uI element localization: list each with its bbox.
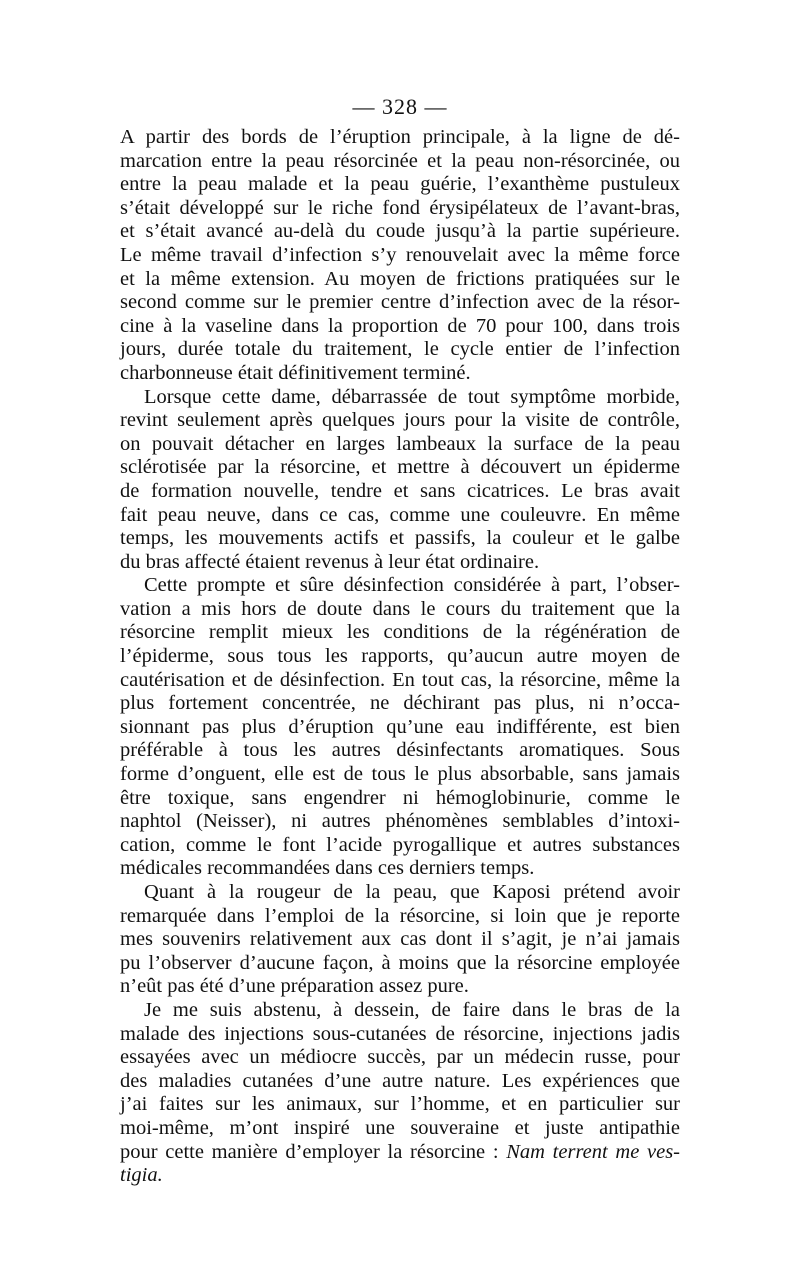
text-line: Quant à la rougeur de la peau, que Kaposi prétend avoir [144, 881, 680, 903]
text-line: cautérisation et de désinfection. En tout cas, la résorcine, même la [120, 668, 680, 691]
text-line: temps, les mouvements actifs et passifs, la couleur et le galbe [120, 527, 680, 550]
text-line: médicales recommandées dans ces derniers temps. [120, 857, 535, 880]
page-number: — 328 — [352, 94, 448, 119]
text-line: de formation nouvelle, tendre et sans cicatrices. Le bras avait [120, 479, 680, 502]
text-line: et s’était avancé au-delà du coude jusqu’à la partie supérieure. [120, 220, 680, 243]
text-line: j’ai faites sur les animaux, sur l’homme, et en particulier sur [120, 1093, 680, 1116]
text-line: du bras affecté étaient revenus à leur état ordinaire. [120, 550, 540, 573]
text-line: revint seulement après quelques jours pour la visite de contrôle, [120, 409, 680, 432]
text-line: Lorsque cette dame, débarrassée de tout symptôme morbide, [144, 385, 680, 408]
text-line: Je me suis abstenu, à dessein, de faire dans le bras de la [144, 998, 680, 1021]
text-line: vation a mis hors de doute dans le cours du traitement que la [120, 597, 680, 620]
text-line: second comme sur le premier centre d’infection avec de la résor- [120, 291, 680, 314]
text-line: être toxique, sans engendrer ni hémoglobinurie, comme le [120, 786, 680, 809]
text-line: sclérotisée par la résorcine, et mettre à découvert un épiderme [120, 456, 680, 479]
text-line: charbonneuse était définitivement terminé. [120, 361, 471, 384]
text-line: sionnant pas plus d’éruption qu’une eau indifférente, est bien [120, 715, 680, 738]
text-line: A partir des bords de l’éruption principale, à la ligne de dé- [120, 126, 680, 148]
text-line: des maladies cutanées d’une autre nature. Les expériences que [120, 1069, 680, 1092]
text-line: préférable à tous les autres désinfectants aromatiques. Sous [120, 739, 680, 762]
text-line: fait peau neuve, dans ce cas, comme une couleuvre. En même [120, 503, 680, 526]
text-line: Le même travail d’infection s’y renouvelait avec la même force [120, 243, 680, 266]
text-segment-roman: pour cette manière d’employer la résorcine : [120, 1140, 507, 1163]
text-line: mes souvenirs relativement aux cas dont il s’agit, je n’ai jamais [120, 928, 680, 951]
text-line: s’était développé sur le riche fond érysipélateux de l’avant-bras, [120, 196, 680, 219]
text-line: remarquée dans l’emploi de la résorcine, si loin que je reporte [120, 904, 680, 927]
text-line: n’eût pas été d’une préparation assez pure. [120, 975, 469, 998]
text-line: forme d’onguent, elle est de tous le plus absorbable, sans jamais [120, 763, 680, 786]
text-line: pu l’observer d’aucune façon, à moins que la résorcine employée [120, 951, 680, 974]
text-line: moi-même, m’ont inspiré une souveraine et juste antipathie [120, 1116, 680, 1139]
text-line: jours, durée totale du traitement, le cycle entier de l’infection [120, 338, 680, 361]
text-line: entre la peau malade et la peau guérie, l’exanthème pustuleux [120, 173, 680, 196]
text-line [120, 1141, 680, 1165]
text-line: marcation entre la peau résorcinée et la peau non-résorcinée, ou [120, 149, 680, 172]
text-line: et la même extension. Au moyen de frictions pratiquées sur le [120, 267, 680, 290]
text-line: tigia. [120, 1164, 163, 1187]
text-line: Cette prompte et sûre désinfection considérée à part, l’obser- [144, 574, 680, 597]
text-line: résorcine remplit mieux les conditions de la régénération de [120, 621, 680, 644]
text-line: cine à la vaseline dans la proportion de 70 pour 100, dans trois [120, 314, 680, 337]
latin-quote: Nam terrent me ves- [506, 1140, 680, 1163]
text-line: essayées avec un médiocre succès, par un médecin russe, pour [120, 1046, 680, 1069]
text-line: on pouvait détacher en larges lambeaux la surface de la peau [120, 432, 680, 455]
text-line: malade des injections sous-cutanées de résorcine, injections jadis [120, 1022, 680, 1045]
text-line: l’épiderme, sous tous les rapports, qu’aucun autre moyen de [120, 645, 680, 668]
text-line: cation, comme le font l’acide pyrogallique et autres substances [120, 833, 680, 856]
text-line: plus fortement concentrée, ne déchirant pas plus, ni n’occa- [120, 692, 680, 715]
text-line: naphtol (Neisser), ni autres phénomènes semblables d’intoxi- [120, 810, 680, 833]
body-text [120, 126, 680, 1188]
